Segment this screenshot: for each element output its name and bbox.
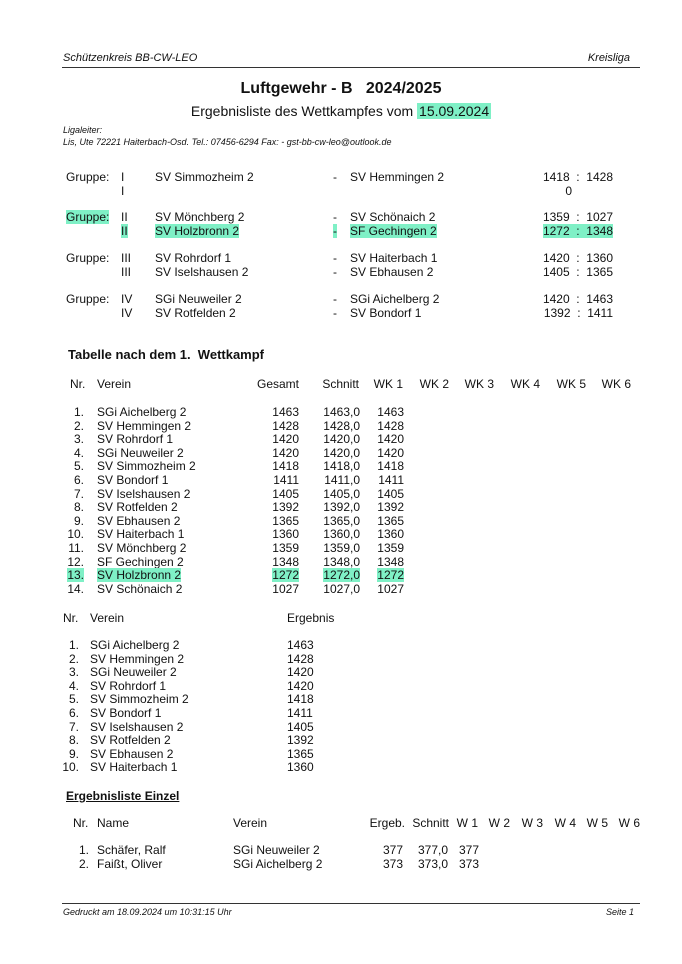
page-subtitle [0, 103, 682, 119]
pairing-score: 1420 : 1463 [542, 292, 613, 306]
pairing-home: SV Rohrdorf 1 [155, 251, 232, 265]
row-wk1: 1392 [377, 500, 404, 515]
pairing-dash: - [333, 265, 337, 279]
pairing-score: 1418 : 1428 [542, 170, 613, 184]
row-verein: SV Iselshausen 2 [97, 486, 191, 501]
pairing-dash: - [333, 224, 337, 238]
row-nr: 2. [73, 418, 84, 433]
row-gesamt: 1420 [272, 432, 299, 447]
row-schnitt: 1420,0 [323, 432, 360, 447]
col-header-schnitt: Schnitt [412, 816, 449, 830]
row-verein: SV Holzbronn 2 [97, 568, 182, 583]
page-title: Luftgewehr - B 2024/2025 [240, 80, 442, 97]
row-wk1: 1365 [377, 513, 404, 528]
row-gesamt: 1405 [272, 486, 299, 501]
row-ergebnis: 1392 [287, 733, 314, 748]
pairing-score: 0 [565, 184, 572, 198]
row-nr: 7. [73, 486, 84, 501]
pairing-roman: III [121, 251, 132, 265]
row-wk1: 1420 [377, 445, 404, 460]
row-w1: 377 [458, 843, 479, 857]
row-nr: 1. [73, 405, 84, 419]
row-verein: SV Haiterbach 1 [90, 760, 178, 775]
col-header-ergeb: Ergeb. [369, 816, 405, 830]
row-ergebnis: 1420 [287, 665, 314, 680]
row-nr: 8. [68, 733, 79, 748]
pairing-away: SV Hemmingen 2 [350, 170, 445, 184]
row-schnitt: 1027,0 [323, 581, 360, 596]
pairing-score: 1392 : 1411 [543, 306, 613, 320]
row-nr: 5. [73, 459, 84, 474]
row-gesamt: 1365 [272, 513, 299, 528]
row-nr: 11. [68, 541, 84, 555]
row-ergebnis: 1428 [287, 651, 314, 666]
pairing-dash: - [333, 306, 337, 320]
row-schnitt: 1359,0 [323, 541, 360, 555]
row-schnitt: 377,0 [417, 843, 448, 857]
pairing-away: SF Gechingen 2 [350, 224, 437, 238]
row-wk1: 1418 [377, 459, 404, 474]
col-header-w1: W 1 [456, 816, 478, 830]
pairing-roman: I [121, 184, 125, 198]
row-verein: SV Rotfelden 2 [97, 500, 178, 515]
row-gesamt: 1027 [272, 581, 299, 596]
col-header-w5: W 5 [586, 816, 608, 830]
row-wk1: 1463 [377, 405, 404, 419]
row-wk1: 1420 [377, 432, 404, 447]
col-header-wk2: WK 2 [419, 377, 449, 391]
row-verein: SGi Aichelberg 2 [97, 405, 187, 419]
pairing-score: 1359 : 1027 [542, 210, 613, 224]
pairing-roman: IV [121, 292, 133, 306]
row-wk1: 1359 [377, 541, 404, 555]
row-schnitt: 1348,0 [323, 554, 360, 569]
col-header-schnitt: Schnitt [322, 377, 359, 391]
pairing-away: SGi Aichelberg 2 [350, 292, 440, 306]
col-header-w4: W 4 [554, 816, 576, 830]
row-verein: SV Hemmingen 2 [97, 418, 192, 433]
row-schnitt: 1420,0 [323, 445, 360, 460]
pairing-group-label: Gruppe: [66, 170, 110, 184]
row-verein: SV Iselshausen 2 [90, 719, 184, 734]
pairing-away: SV Haiterbach 1 [350, 251, 438, 265]
row-ergebnis: 1405 [287, 719, 314, 734]
row-verein: SGi Aichelberg 2 [90, 638, 180, 652]
row-nr: 2. [78, 856, 89, 871]
row-gesamt: 1359 [272, 541, 299, 555]
row-nr: 6. [68, 706, 79, 720]
col-header-w2: W 2 [488, 816, 510, 830]
row-wk1: 1360 [377, 527, 404, 542]
pairing-home: SV Holzbronn 2 [155, 224, 240, 238]
row-ergeb: 373 [382, 856, 403, 871]
row-verein: SV Rohrdorf 1 [90, 678, 167, 693]
col-header-verein: Verein [90, 611, 125, 625]
row-verein: SV Hemmingen 2 [90, 651, 185, 666]
row-wk1: 1405 [377, 486, 404, 501]
pairing-away: SV Ebhausen 2 [350, 265, 434, 279]
row-nr: 12. [67, 554, 84, 569]
row-gesamt: 1463 [272, 405, 299, 419]
col-header-wk6: WK 6 [601, 377, 631, 391]
row-schnitt: 1360,0 [323, 527, 360, 542]
col-header-nr: Nr. [73, 816, 89, 830]
row-verein: SV Bondorf 1 [97, 473, 169, 487]
pairing-roman: IV [121, 306, 133, 320]
row-verein: SV Ebhausen 2 [97, 513, 181, 528]
pairing-dash: - [333, 210, 337, 224]
col-header-nr: Nr. [70, 377, 86, 391]
row-gesamt: 1360 [272, 527, 299, 542]
row-verein: SV Schönaich 2 [97, 581, 183, 596]
row-nr: 13. [67, 568, 84, 583]
pairing-score: 1272 : 1348 [542, 224, 613, 238]
row-nr: 6. [73, 473, 84, 487]
pairing-roman: II [121, 224, 128, 238]
col-header-verein: Verein [97, 377, 132, 391]
header-rule [62, 67, 640, 68]
einzel-title: Ergebnisliste Einzel [66, 789, 180, 803]
row-verein: SGi Neuweiler 2 [233, 843, 320, 857]
pairing-group-label: Gruppe: [66, 210, 110, 224]
pairing-roman: III [121, 265, 132, 279]
row-wk1: 1027 [377, 581, 404, 596]
row-schnitt: 1463,0 [323, 405, 360, 419]
row-nr: 9. [68, 746, 79, 761]
row-verein: SV Rohrdorf 1 [97, 432, 174, 447]
row-schnitt: 1272,0 [323, 568, 360, 583]
row-ergebnis: 1365 [287, 746, 314, 761]
pairing-home: SV Mönchberg 2 [155, 210, 245, 224]
header-org: Schützenkreis BB-CW-LEO [63, 52, 198, 64]
col-header-w6: W 6 [618, 816, 640, 830]
pairing-home: SV Rotfelden 2 [155, 306, 236, 320]
row-schnitt: 1428,0 [323, 418, 360, 433]
row-gesamt: 1348 [272, 554, 299, 569]
row-verein: SV Bondorf 1 [90, 706, 162, 720]
table-title: Tabelle nach dem 1. Wettkampf [68, 347, 265, 362]
row-gesamt: 1420 [272, 445, 299, 460]
row-nr: 9. [73, 513, 84, 528]
row-verein: SV Haiterbach 1 [97, 527, 185, 542]
pairing-score: 1405 : 1365 [542, 265, 613, 279]
row-ergebnis: 1418 [287, 692, 314, 707]
subtitle-prefix: Ergebnisliste des Wettkampfes vom [190, 103, 414, 119]
row-ergebnis: 1360 [287, 760, 314, 775]
row-verein: SGi Neuweiler 2 [97, 445, 184, 460]
pairing-roman: I [121, 170, 125, 184]
row-gesamt: 1411 [273, 473, 299, 487]
col-header-wk4: WK 4 [510, 377, 540, 391]
row-nr: 10. [62, 760, 79, 775]
col-header-ergebnis: Ergebnis [287, 611, 335, 625]
pairing-away: SV Schönaich 2 [350, 210, 436, 224]
row-ergebnis: 1411 [287, 706, 313, 720]
row-nr: 4. [68, 678, 79, 693]
pairing-dash: - [333, 292, 337, 306]
row-wk1: 1272 [377, 568, 404, 583]
row-name: Faißt, Oliver [97, 856, 163, 871]
row-schnitt: 1411,0 [324, 473, 360, 487]
row-nr: 3. [68, 665, 79, 680]
row-name: Schäfer, Ralf [97, 843, 166, 857]
pairing-home: SGi Neuweiler 2 [155, 292, 242, 306]
row-schnitt: 1392,0 [323, 500, 360, 515]
row-gesamt: 1418 [272, 459, 299, 474]
footer-printed: Gedruckt am 18.09.2024 um 10:31:15 Uhr [63, 907, 232, 917]
row-nr: 2. [68, 651, 79, 666]
row-w1: 373 [458, 856, 479, 871]
col-header-verein: Verein [233, 816, 268, 830]
row-nr: 10. [67, 527, 84, 542]
col-header-gesamt: Gesamt [256, 377, 299, 391]
pairing-dash: - [333, 251, 337, 265]
row-ergebnis: 1420 [287, 678, 314, 693]
footer-rule [62, 903, 640, 904]
row-wk1: 1411 [378, 473, 404, 487]
pairing-away: SV Bondorf 1 [350, 306, 422, 320]
row-verein: SGi Aichelberg 2 [233, 856, 323, 871]
row-wk1: 1348 [377, 554, 404, 569]
ligaleiter-label: Ligaleiter: [63, 125, 103, 135]
row-nr: 1. [78, 843, 89, 857]
col-header-nr: Nr. [63, 611, 79, 625]
row-nr: 7. [68, 719, 79, 734]
header-league: Kreisliga [587, 52, 630, 64]
row-schnitt: 1405,0 [323, 486, 360, 501]
pairing-dash: - [333, 170, 337, 184]
row-ergebnis: 1463 [287, 638, 314, 652]
row-verein: SV Mönchberg 2 [97, 541, 187, 555]
pairing-score: 1420 : 1360 [542, 251, 613, 265]
row-gesamt: 1392 [272, 500, 299, 515]
col-header-wk3: WK 3 [464, 377, 494, 391]
row-ergeb: 377 [382, 843, 403, 857]
footer-page: Seite 1 [605, 907, 634, 917]
pairing-home: SV Simmozheim 2 [155, 170, 254, 184]
row-verein: SV Simmozheim 2 [90, 692, 189, 707]
pairing-home: SV Iselshausen 2 [155, 265, 249, 279]
pairing-group-label: Gruppe: [66, 251, 110, 265]
row-nr: 3. [73, 432, 84, 447]
row-schnitt: 373,0 [417, 856, 448, 871]
row-verein: SF Gechingen 2 [97, 554, 184, 569]
row-verein: SGi Neuweiler 2 [90, 665, 177, 680]
pairing-group-label: Gruppe: [66, 292, 110, 306]
col-header-w3: W 3 [521, 816, 543, 830]
pairing-roman: II [121, 210, 128, 224]
col-header-wk5: WK 5 [556, 377, 586, 391]
col-header-name: Name [97, 816, 130, 830]
row-nr: 5. [68, 692, 79, 707]
row-verein: SV Simmozheim 2 [97, 459, 196, 474]
row-nr: 1. [68, 638, 79, 652]
row-gesamt: 1428 [272, 418, 299, 433]
row-gesamt: 1272 [272, 568, 299, 583]
row-nr: 4. [73, 445, 84, 460]
row-nr: 14. [67, 581, 84, 596]
col-header-wk1: WK 1 [373, 377, 403, 391]
ligaleiter-info: Lis, Ute 72221 Haiterbach-Osd. Tel.: 07456-6294 Fax: - gst-bb-cw-leo@outlook.de [63, 137, 392, 147]
row-wk1: 1428 [377, 418, 404, 433]
row-schnitt: 1418,0 [323, 459, 360, 474]
row-verein: SV Rotfelden 2 [90, 733, 171, 748]
subtitle-date: 15.09.2024 [419, 103, 490, 119]
row-schnitt: 1365,0 [323, 513, 360, 528]
row-verein: SV Ebhausen 2 [90, 746, 174, 761]
row-nr: 8. [73, 500, 84, 515]
